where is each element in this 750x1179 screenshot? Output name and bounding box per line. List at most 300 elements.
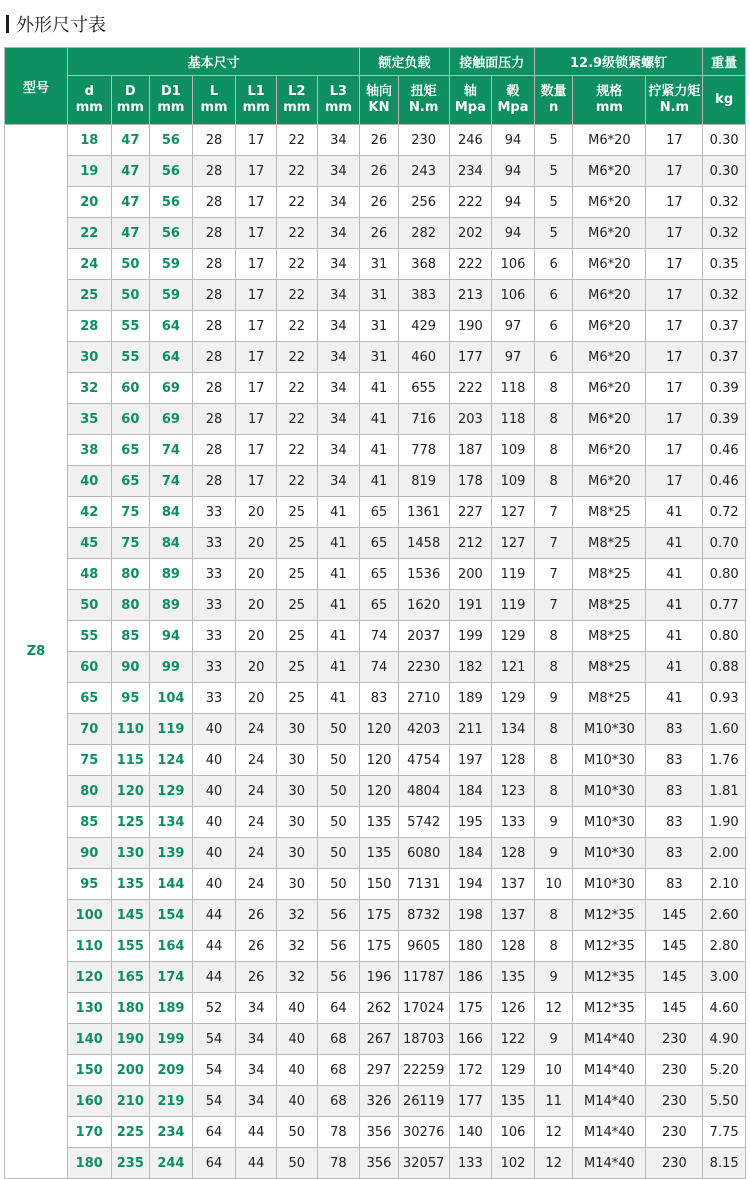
cell-weight-kg: 5.20 bbox=[703, 1055, 746, 1086]
cell-L: 28 bbox=[192, 311, 236, 342]
cell-weight-kg: 1.90 bbox=[703, 807, 746, 838]
cell-hub-pressure: 133 bbox=[492, 807, 535, 838]
cell-torque: 368 bbox=[398, 249, 449, 280]
cell-L3: 78 bbox=[317, 1117, 360, 1148]
table-row bbox=[5, 435, 746, 466]
cell-screw-spec: M10*30 bbox=[573, 714, 646, 745]
cell-shaft-pressure: 222 bbox=[449, 187, 492, 218]
cell-L1: 24 bbox=[236, 745, 277, 776]
cell-D: 47 bbox=[111, 125, 150, 156]
cell-L2: 22 bbox=[276, 466, 317, 497]
table-row bbox=[5, 249, 746, 280]
cell-d: 19 bbox=[67, 156, 111, 187]
cell-screw-count: 8 bbox=[534, 931, 573, 962]
header-col-unit: N.m bbox=[659, 100, 690, 115]
table-row bbox=[5, 1055, 746, 1086]
cell-d: 100 bbox=[67, 900, 111, 931]
cell-L2: 22 bbox=[276, 187, 317, 218]
cell-weight-kg: 0.30 bbox=[703, 156, 746, 187]
cell-D1: 64 bbox=[150, 311, 193, 342]
table-row bbox=[5, 373, 746, 404]
cell-hub-pressure: 129 bbox=[492, 1055, 535, 1086]
cell-axial-load: 41 bbox=[360, 466, 399, 497]
header-col-weight-kg bbox=[703, 76, 746, 125]
cell-shaft-pressure: 203 bbox=[449, 404, 492, 435]
cell-tightening-torque: 41 bbox=[646, 528, 703, 559]
cell-shaft-pressure: 190 bbox=[449, 311, 492, 342]
cell-axial-load: 135 bbox=[360, 838, 399, 869]
cell-D1: 89 bbox=[150, 590, 193, 621]
cell-L3: 68 bbox=[317, 1055, 360, 1086]
cell-L2: 22 bbox=[276, 280, 317, 311]
cell-screw-count: 8 bbox=[534, 900, 573, 931]
cell-L2: 25 bbox=[276, 497, 317, 528]
cell-d: 38 bbox=[67, 435, 111, 466]
cell-L: 28 bbox=[192, 466, 236, 497]
cell-L2: 30 bbox=[276, 807, 317, 838]
cell-hub-pressure: 94 bbox=[492, 125, 535, 156]
cell-L2: 50 bbox=[276, 1148, 317, 1179]
cell-d: 85 bbox=[67, 807, 111, 838]
cell-tightening-torque: 145 bbox=[646, 962, 703, 993]
cell-axial-load: 196 bbox=[360, 962, 399, 993]
cell-D1: 164 bbox=[150, 931, 193, 962]
header-col-d bbox=[67, 76, 111, 125]
cell-L1: 34 bbox=[236, 1055, 277, 1086]
cell-tightening-torque: 230 bbox=[646, 1086, 703, 1117]
cell-screw-spec: M6*20 bbox=[573, 342, 646, 373]
cell-L1: 44 bbox=[236, 1117, 277, 1148]
cell-L2: 25 bbox=[276, 683, 317, 714]
cell-screw-spec: M6*20 bbox=[573, 466, 646, 497]
header-model: 型号 bbox=[5, 48, 68, 125]
cell-d: 130 bbox=[67, 993, 111, 1024]
cell-L: 40 bbox=[192, 869, 236, 900]
cell-D1: 209 bbox=[150, 1055, 193, 1086]
cell-tightening-torque: 17 bbox=[646, 373, 703, 404]
cell-D: 47 bbox=[111, 218, 150, 249]
cell-screw-spec: M8*25 bbox=[573, 590, 646, 621]
cell-tightening-torque: 83 bbox=[646, 807, 703, 838]
cell-D1: 119 bbox=[150, 714, 193, 745]
table-row bbox=[5, 559, 746, 590]
table-row bbox=[5, 838, 746, 869]
table-row bbox=[5, 497, 746, 528]
cell-axial-load: 83 bbox=[360, 683, 399, 714]
cell-L2: 22 bbox=[276, 311, 317, 342]
cell-axial-load: 65 bbox=[360, 497, 399, 528]
cell-shaft-pressure: 184 bbox=[449, 838, 492, 869]
cell-axial-load: 297 bbox=[360, 1055, 399, 1086]
cell-L: 44 bbox=[192, 962, 236, 993]
cell-L: 28 bbox=[192, 125, 236, 156]
cell-hub-pressure: 128 bbox=[492, 745, 535, 776]
cell-L1: 17 bbox=[236, 404, 277, 435]
cell-torque: 460 bbox=[398, 342, 449, 373]
cell-L3: 64 bbox=[317, 993, 360, 1024]
cell-L2: 22 bbox=[276, 249, 317, 280]
cell-torque: 32057 bbox=[398, 1148, 449, 1179]
cell-weight-kg: 1.60 bbox=[703, 714, 746, 745]
cell-torque: 429 bbox=[398, 311, 449, 342]
cell-d: 50 bbox=[67, 590, 111, 621]
cell-L2: 32 bbox=[276, 931, 317, 962]
cell-d: 160 bbox=[67, 1086, 111, 1117]
cell-L1: 17 bbox=[236, 218, 277, 249]
cell-screw-spec: M14*40 bbox=[573, 1024, 646, 1055]
header-group-rated-load: 额定负载 bbox=[360, 48, 449, 76]
header-col-shaft-pressure bbox=[449, 76, 492, 125]
cell-d: 30 bbox=[67, 342, 111, 373]
cell-axial-load: 150 bbox=[360, 869, 399, 900]
cell-D: 75 bbox=[111, 528, 150, 559]
cell-hub-pressure: 106 bbox=[492, 280, 535, 311]
header-col-label: D bbox=[124, 84, 136, 99]
cell-hub-pressure: 134 bbox=[492, 714, 535, 745]
cell-tightening-torque: 17 bbox=[646, 187, 703, 218]
cell-tightening-torque: 83 bbox=[646, 838, 703, 869]
cell-weight-kg: 0.37 bbox=[703, 342, 746, 373]
cell-L1: 24 bbox=[236, 714, 277, 745]
cell-L3: 34 bbox=[317, 125, 360, 156]
header-col-tightening-torque bbox=[646, 76, 703, 125]
cell-L3: 56 bbox=[317, 931, 360, 962]
cell-L2: 22 bbox=[276, 125, 317, 156]
cell-screw-spec: M12*35 bbox=[573, 900, 646, 931]
cell-axial-load: 31 bbox=[360, 311, 399, 342]
cell-torque: 2710 bbox=[398, 683, 449, 714]
cell-tightening-torque: 83 bbox=[646, 869, 703, 900]
cell-weight-kg: 0.32 bbox=[703, 218, 746, 249]
cell-D1: 174 bbox=[150, 962, 193, 993]
cell-tightening-torque: 17 bbox=[646, 311, 703, 342]
cell-torque: 4203 bbox=[398, 714, 449, 745]
cell-shaft-pressure: 234 bbox=[449, 156, 492, 187]
cell-hub-pressure: 135 bbox=[492, 1086, 535, 1117]
cell-L: 28 bbox=[192, 218, 236, 249]
cell-torque: 383 bbox=[398, 280, 449, 311]
cell-torque: 1620 bbox=[398, 590, 449, 621]
cell-axial-load: 41 bbox=[360, 435, 399, 466]
cell-d: 28 bbox=[67, 311, 111, 342]
cell-screw-spec: M8*25 bbox=[573, 652, 646, 683]
cell-L1: 34 bbox=[236, 1024, 277, 1055]
header-col-screw-spec bbox=[573, 76, 646, 125]
cell-weight-kg: 2.60 bbox=[703, 900, 746, 931]
table-row bbox=[5, 962, 746, 993]
cell-hub-pressure: 118 bbox=[492, 373, 535, 404]
cell-torque: 18703 bbox=[398, 1024, 449, 1055]
header-col-screw-count bbox=[534, 76, 573, 125]
cell-hub-pressure: 121 bbox=[492, 652, 535, 683]
cell-torque: 11787 bbox=[398, 962, 449, 993]
cell-weight-kg: 0.32 bbox=[703, 280, 746, 311]
cell-L: 54 bbox=[192, 1055, 236, 1086]
header-col-D bbox=[111, 76, 150, 125]
cell-d: 35 bbox=[67, 404, 111, 435]
header-col-hub-pressure bbox=[492, 76, 535, 125]
cell-D1: 89 bbox=[150, 559, 193, 590]
cell-shaft-pressure: 213 bbox=[449, 280, 492, 311]
cell-L: 33 bbox=[192, 497, 236, 528]
cell-tightening-torque: 230 bbox=[646, 1148, 703, 1179]
cell-d: 42 bbox=[67, 497, 111, 528]
cell-D1: 144 bbox=[150, 869, 193, 900]
cell-D: 120 bbox=[111, 776, 150, 807]
cell-shaft-pressure: 172 bbox=[449, 1055, 492, 1086]
header-col-L1 bbox=[236, 76, 277, 125]
cell-D: 50 bbox=[111, 280, 150, 311]
header-col-label: 轴 bbox=[463, 84, 477, 99]
cell-D1: 64 bbox=[150, 342, 193, 373]
cell-screw-spec: M14*40 bbox=[573, 1086, 646, 1117]
cell-screw-count: 8 bbox=[534, 745, 573, 776]
cell-screw-count: 12 bbox=[534, 993, 573, 1024]
header-col-torque bbox=[398, 76, 449, 125]
cell-D1: 124 bbox=[150, 745, 193, 776]
cell-L2: 32 bbox=[276, 900, 317, 931]
cell-D: 110 bbox=[111, 714, 150, 745]
cell-torque: 7131 bbox=[398, 869, 449, 900]
cell-screw-count: 5 bbox=[534, 218, 573, 249]
cell-L1: 20 bbox=[236, 559, 277, 590]
cell-L: 33 bbox=[192, 683, 236, 714]
cell-tightening-torque: 17 bbox=[646, 218, 703, 249]
cell-hub-pressure: 106 bbox=[492, 249, 535, 280]
cell-D: 90 bbox=[111, 652, 150, 683]
cell-torque: 1536 bbox=[398, 559, 449, 590]
cell-L1: 26 bbox=[236, 900, 277, 931]
cell-D1: 94 bbox=[150, 621, 193, 652]
header-col-L3 bbox=[317, 76, 360, 125]
cell-shaft-pressure: 187 bbox=[449, 435, 492, 466]
cell-d: 22 bbox=[67, 218, 111, 249]
cell-D: 235 bbox=[111, 1148, 150, 1179]
table-row bbox=[5, 156, 746, 187]
cell-tightening-torque: 83 bbox=[646, 776, 703, 807]
cell-screw-spec: M6*20 bbox=[573, 156, 646, 187]
cell-hub-pressure: 127 bbox=[492, 497, 535, 528]
cell-axial-load: 74 bbox=[360, 621, 399, 652]
header-col-D1 bbox=[150, 76, 193, 125]
cell-L: 52 bbox=[192, 993, 236, 1024]
cell-shaft-pressure: 184 bbox=[449, 776, 492, 807]
cell-tightening-torque: 41 bbox=[646, 621, 703, 652]
cell-L2: 30 bbox=[276, 838, 317, 869]
table-row bbox=[5, 776, 746, 807]
cell-shaft-pressure: 199 bbox=[449, 621, 492, 652]
cell-axial-load: 175 bbox=[360, 900, 399, 931]
cell-L2: 22 bbox=[276, 156, 317, 187]
cell-L3: 34 bbox=[317, 435, 360, 466]
cell-axial-load: 41 bbox=[360, 373, 399, 404]
header-col-unit: mm bbox=[324, 100, 352, 115]
cell-torque: 30276 bbox=[398, 1117, 449, 1148]
cell-L3: 34 bbox=[317, 249, 360, 280]
header-col-unit: KN bbox=[368, 100, 390, 115]
cell-screw-count: 6 bbox=[534, 311, 573, 342]
cell-D: 225 bbox=[111, 1117, 150, 1148]
header-col-unit: mm bbox=[200, 100, 228, 115]
header-group-locking-screw: 12.9级锁紧螺钉 bbox=[534, 48, 702, 76]
cell-D: 145 bbox=[111, 900, 150, 931]
cell-screw-count: 5 bbox=[534, 187, 573, 218]
cell-L1: 24 bbox=[236, 807, 277, 838]
cell-L1: 20 bbox=[236, 528, 277, 559]
cell-L3: 41 bbox=[317, 497, 360, 528]
cell-torque: 22259 bbox=[398, 1055, 449, 1086]
cell-shaft-pressure: 195 bbox=[449, 807, 492, 838]
cell-screw-spec: M8*25 bbox=[573, 683, 646, 714]
cell-screw-spec: M10*30 bbox=[573, 776, 646, 807]
cell-hub-pressure: 119 bbox=[492, 559, 535, 590]
cell-L2: 50 bbox=[276, 1117, 317, 1148]
cell-d: 25 bbox=[67, 280, 111, 311]
cell-axial-load: 65 bbox=[360, 528, 399, 559]
cell-L2: 40 bbox=[276, 1024, 317, 1055]
cell-L3: 34 bbox=[317, 187, 360, 218]
cell-L2: 30 bbox=[276, 776, 317, 807]
cell-L2: 40 bbox=[276, 993, 317, 1024]
cell-screw-spec: M8*25 bbox=[573, 528, 646, 559]
header-col-label: 数量 bbox=[540, 84, 567, 99]
cell-d: 180 bbox=[67, 1148, 111, 1179]
table-row bbox=[5, 869, 746, 900]
cell-tightening-torque: 17 bbox=[646, 280, 703, 311]
cell-D: 180 bbox=[111, 993, 150, 1024]
cell-screw-spec: M10*30 bbox=[573, 869, 646, 900]
header-col-label: 规格 bbox=[596, 84, 623, 99]
cell-L1: 17 bbox=[236, 125, 277, 156]
cell-tightening-torque: 17 bbox=[646, 156, 703, 187]
cell-L3: 41 bbox=[317, 621, 360, 652]
cell-L3: 50 bbox=[317, 869, 360, 900]
cell-weight-kg: 0.39 bbox=[703, 373, 746, 404]
cell-weight-kg: 0.80 bbox=[703, 621, 746, 652]
cell-hub-pressure: 126 bbox=[492, 993, 535, 1024]
cell-shaft-pressure: 212 bbox=[449, 528, 492, 559]
cell-L2: 22 bbox=[276, 373, 317, 404]
header-col-unit: Mpa bbox=[497, 100, 529, 115]
cell-L: 44 bbox=[192, 900, 236, 931]
cell-hub-pressure: 106 bbox=[492, 1117, 535, 1148]
cell-D: 85 bbox=[111, 621, 150, 652]
cell-D: 60 bbox=[111, 373, 150, 404]
cell-screw-spec: M6*20 bbox=[573, 249, 646, 280]
cell-shaft-pressure: 200 bbox=[449, 559, 492, 590]
cell-hub-pressure: 97 bbox=[492, 342, 535, 373]
cell-D: 65 bbox=[111, 466, 150, 497]
cell-screw-spec: M6*20 bbox=[573, 404, 646, 435]
cell-L2: 25 bbox=[276, 528, 317, 559]
cell-L3: 34 bbox=[317, 373, 360, 404]
cell-L1: 34 bbox=[236, 1086, 277, 1117]
cell-d: 75 bbox=[67, 745, 111, 776]
cell-L2: 30 bbox=[276, 745, 317, 776]
cell-hub-pressure: 94 bbox=[492, 218, 535, 249]
cell-L3: 41 bbox=[317, 559, 360, 590]
cell-axial-load: 31 bbox=[360, 280, 399, 311]
cell-d: 110 bbox=[67, 931, 111, 962]
cell-tightening-torque: 17 bbox=[646, 466, 703, 497]
model-cell: Z8 bbox=[5, 125, 68, 1179]
cell-L2: 22 bbox=[276, 342, 317, 373]
cell-torque: 282 bbox=[398, 218, 449, 249]
cell-D: 155 bbox=[111, 931, 150, 962]
cell-screw-count: 5 bbox=[534, 125, 573, 156]
header-col-unit: mm bbox=[283, 100, 311, 115]
cell-shaft-pressure: 202 bbox=[449, 218, 492, 249]
cell-D1: 99 bbox=[150, 652, 193, 683]
cell-axial-load: 26 bbox=[360, 187, 399, 218]
cell-L1: 17 bbox=[236, 311, 277, 342]
cell-axial-load: 135 bbox=[360, 807, 399, 838]
cell-L1: 17 bbox=[236, 249, 277, 280]
cell-axial-load: 26 bbox=[360, 218, 399, 249]
cell-D1: 154 bbox=[150, 900, 193, 931]
cell-L: 54 bbox=[192, 1086, 236, 1117]
cell-D1: 59 bbox=[150, 280, 193, 311]
cell-D1: 84 bbox=[150, 497, 193, 528]
cell-tightening-torque: 17 bbox=[646, 125, 703, 156]
cell-L3: 68 bbox=[317, 1024, 360, 1055]
cell-L: 28 bbox=[192, 435, 236, 466]
table-row bbox=[5, 1024, 746, 1055]
cell-weight-kg: 4.90 bbox=[703, 1024, 746, 1055]
table-row bbox=[5, 807, 746, 838]
cell-axial-load: 175 bbox=[360, 931, 399, 962]
cell-L1: 20 bbox=[236, 590, 277, 621]
cell-weight-kg: 0.32 bbox=[703, 187, 746, 218]
table-row bbox=[5, 280, 746, 311]
cell-screw-count: 9 bbox=[534, 962, 573, 993]
cell-hub-pressure: 94 bbox=[492, 156, 535, 187]
cell-tightening-torque: 145 bbox=[646, 900, 703, 931]
cell-D: 47 bbox=[111, 156, 150, 187]
cell-L2: 22 bbox=[276, 404, 317, 435]
cell-shaft-pressure: 177 bbox=[449, 1086, 492, 1117]
cell-screw-count: 7 bbox=[534, 590, 573, 621]
cell-L3: 56 bbox=[317, 900, 360, 931]
cell-axial-load: 74 bbox=[360, 652, 399, 683]
cell-screw-spec: M8*25 bbox=[573, 497, 646, 528]
cell-axial-load: 120 bbox=[360, 776, 399, 807]
cell-L2: 25 bbox=[276, 652, 317, 683]
cell-tightening-torque: 41 bbox=[646, 590, 703, 621]
cell-d: 40 bbox=[67, 466, 111, 497]
cell-screw-count: 8 bbox=[534, 652, 573, 683]
cell-D1: 74 bbox=[150, 435, 193, 466]
cell-D: 95 bbox=[111, 683, 150, 714]
cell-screw-count: 8 bbox=[534, 404, 573, 435]
cell-D: 65 bbox=[111, 435, 150, 466]
cell-L: 33 bbox=[192, 652, 236, 683]
header-col-L2 bbox=[276, 76, 317, 125]
cell-L: 44 bbox=[192, 931, 236, 962]
cell-L3: 34 bbox=[317, 311, 360, 342]
cell-hub-pressure: 102 bbox=[492, 1148, 535, 1179]
table-row bbox=[5, 900, 746, 931]
cell-L1: 20 bbox=[236, 683, 277, 714]
cell-tightening-torque: 17 bbox=[646, 249, 703, 280]
cell-L3: 50 bbox=[317, 807, 360, 838]
header-col-label: 轴向 bbox=[366, 84, 393, 99]
cell-L1: 34 bbox=[236, 993, 277, 1024]
cell-screw-count: 8 bbox=[534, 714, 573, 745]
cell-D1: 189 bbox=[150, 993, 193, 1024]
cell-L1: 20 bbox=[236, 652, 277, 683]
cell-weight-kg: 1.76 bbox=[703, 745, 746, 776]
